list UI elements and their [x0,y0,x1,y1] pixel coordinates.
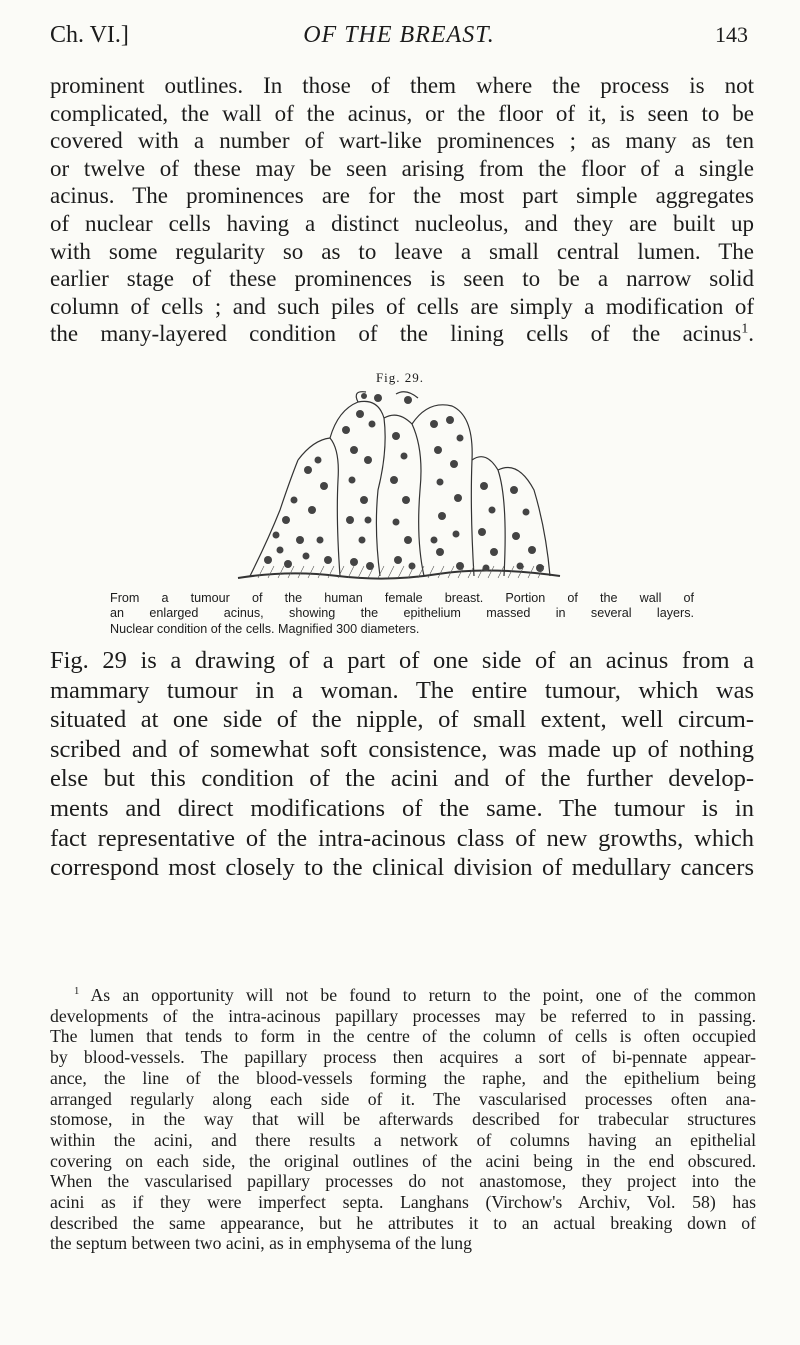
body-line: of nuclear cells having a distinct nucleolus, and they are built up [50,210,754,236]
body-line: prominent outlines. In those of them where the process is not [50,73,754,98]
footnote-line: within the acini, and there results a network of columns having an epithelial [50,1129,756,1150]
figure-illustration [228,390,568,590]
footnote-line: stomose, in the way that will be afterwards described for trabecular structures [50,1109,756,1130]
footnote-line: ance, the line of the blood-vessels forming the raphe, and the epithelium being [50,1067,756,1088]
footnote-text: As an opportunity will not be found to return to the point, one of the common [90,985,756,1005]
figure-caption [110,591,694,637]
body-line: scribed and of somewhat soft consistence, was made up of nothing [50,735,754,763]
footnote-line: by blood-vessels. The papillary process then acquires a sort of bi-pennate appear- [50,1047,756,1068]
body-paragraph-top [50,72,754,348]
body-line: ments and direct modifications of the same. The tumour is in [50,794,754,822]
footnote-line: The lumen that tends to form in the centre of the column of cells is often occupied [50,1026,756,1047]
caption-line: Nuclear condition of the cells. Magnified 300 diameters. [110,621,420,636]
line-end-punctuation: . [748,321,754,347]
footnote-line: arranged regularly along each side of it. The vascularised processes often ana- [50,1088,756,1109]
body-line: acinus. The prominences are for the most part simple aggregates [50,183,754,209]
body-line: covered with a number of wart-like prominences ; as many as ten [50,128,754,154]
footnote-line: covering on each side, the original outlines of the acini being in the end obscured. [50,1150,756,1171]
body-line: with some regularity so as to leave a small central lumen. The [50,238,754,264]
footnote [50,985,756,1254]
body-line: correspond most closely to the clinical division of medullary cancers [50,854,754,882]
body-line: fact representative of the intra-acinous class of new growths, which [50,824,754,852]
body-line: complicated, the wall of the acinus, or the floor of it, is seen to be [50,100,754,126]
footnote-line: described the same appearance, but he attributes it to an actual breaking down of [50,1212,756,1233]
footnote-line-first [50,985,756,1006]
body-line: Fig. 29 is a drawing of a part of one side of an acinus from a [50,647,754,674]
footnote-marker: 1 [74,986,80,998]
body-line: situated at one side of the nipple, of small extent, well circum- [50,706,754,734]
footnote-line: When the vascularised papillary processes do not anastomose, they project into the [50,1171,756,1192]
footnote-line: developments of the intra-acinous papillary processes may be referred to in passing. [50,1005,756,1026]
footnote-line: acini as if they were imperfect septa. Langhans (Virchow's Archiv, Vol. 58) has [50,1192,756,1213]
page-number: 143 [715,22,748,47]
body-line-text: the many-layered condition of the lining cells of the acinus [50,321,742,347]
body-line-last [50,320,754,348]
body-line: column of cells ; and such piles of cells are simply a modification of [50,293,754,319]
body-line: earlier stage of these prominences is seen to be a narrow solid [50,266,754,292]
body-line: else but this condition of the acini and of the further develop- [50,765,754,793]
caption-line: From a tumour of the human female breast. Portion of the wall of [110,591,694,605]
figure-label: Fig. 29. [375,370,425,385]
caption-line: an enlarged acinus, showing the epithelium massed in several layers. [110,606,694,621]
running-header [50,20,748,56]
footnote-reference: 1 [741,320,749,336]
body-line: or twelve of these may be seen arising from the floor of a single [50,155,754,181]
chapter-reference: Ch. VI.] [50,22,129,48]
body-line: mammary tumour in a woman. The entire tumour, which was [50,676,754,704]
body-paragraph-bottom [50,646,754,883]
footnote-line: the septum between two acini, as in emphysema of the lung [50,1233,472,1254]
running-title: OF THE BREAST. [303,22,495,48]
